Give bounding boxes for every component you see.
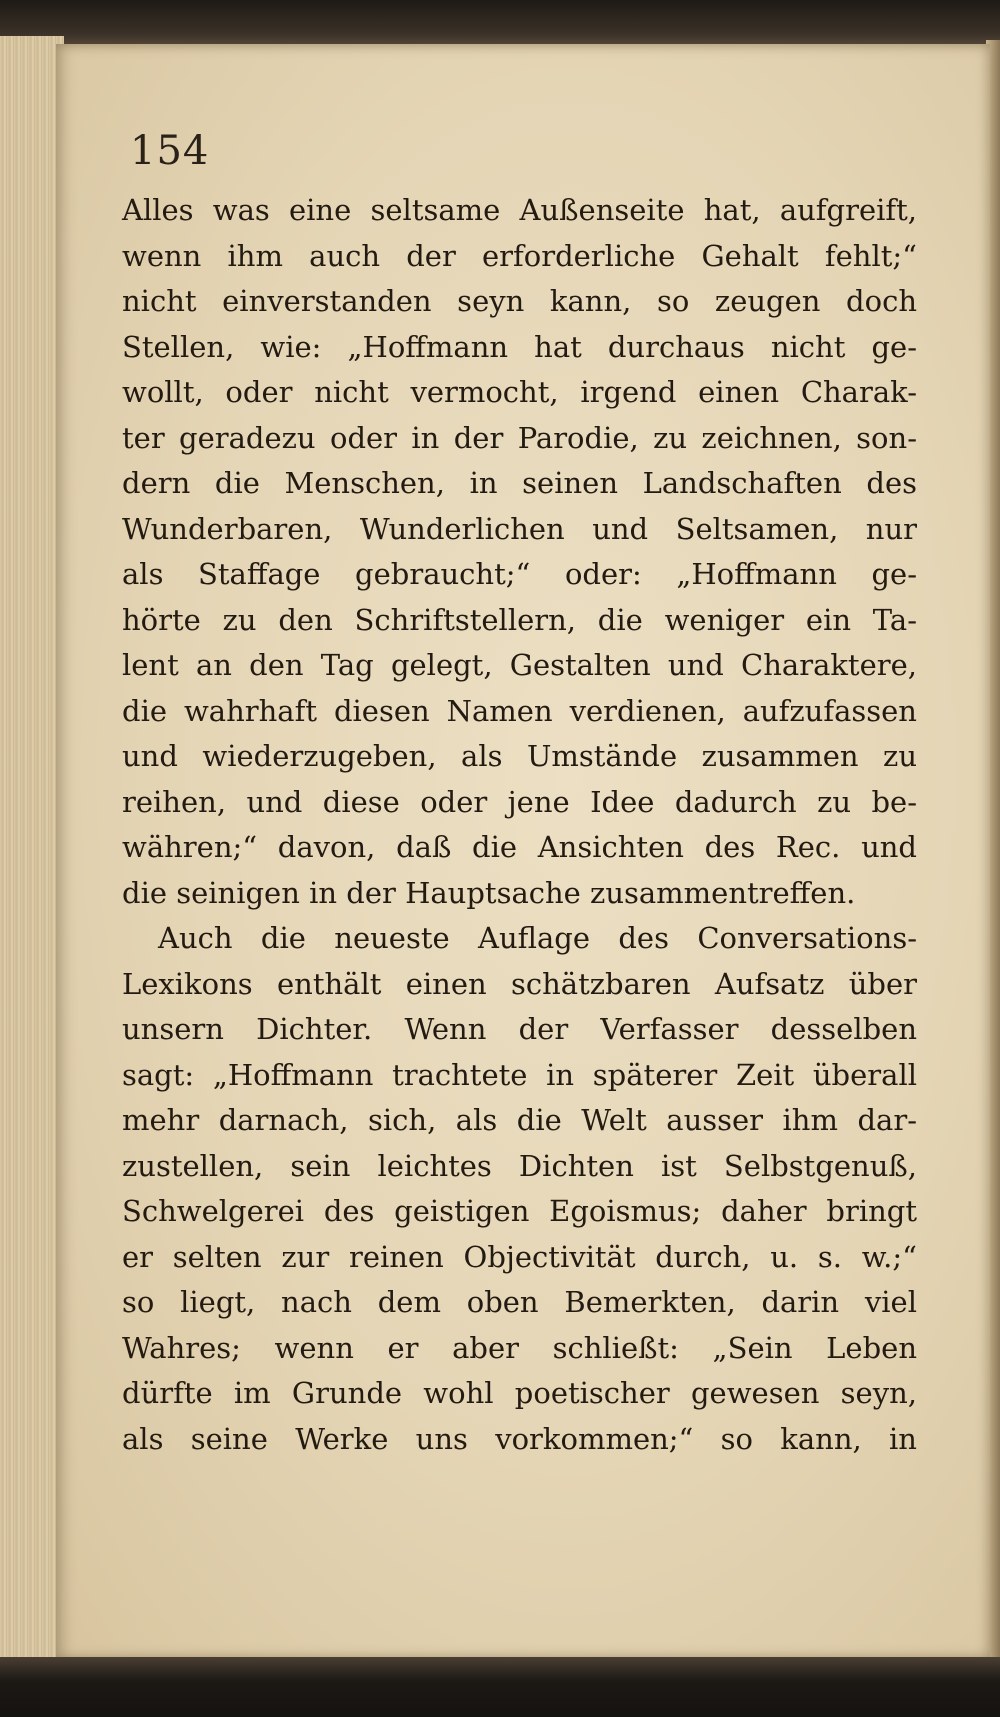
text-line: als seine Werke uns vorkommen;“ so kann, in bbox=[122, 1421, 917, 1456]
text-line: Alles was eine seltsame Außenseite hat, aufgreift, bbox=[122, 193, 917, 227]
text-line: Lexikons enthält einen schätzbaren Aufsatz über bbox=[122, 966, 917, 1001]
page-number: 154 bbox=[130, 128, 210, 174]
text-line: lent an den Tag gelegt, Gestalten und Charaktere, bbox=[122, 648, 917, 682]
book-top-edge bbox=[0, 0, 1000, 48]
page-stack-edge bbox=[0, 36, 64, 1666]
text-line: Schwelgerei des geistigen Egoismus; daher bringt bbox=[122, 1194, 917, 1228]
text-line: reihen, und diese oder jene Idee dadurch zu be- bbox=[122, 784, 917, 819]
text-line: währen;“ davon, daß die Ansichten des Rec. und bbox=[122, 830, 917, 864]
text-line: ter geradezu oder in der Parodie, zu zeichnen, son- bbox=[122, 420, 917, 455]
text-line: zustellen, sein leichtes Dichten ist Selbstgenuß, bbox=[122, 1148, 917, 1183]
page-text-block bbox=[122, 188, 917, 1462]
text-line: Auch die neueste Auflage des Conversations- bbox=[158, 921, 917, 955]
text-line: als Staffage gebraucht;“ oder: „Hoffmann ge- bbox=[122, 557, 917, 591]
text-line: sagt: „Hoffmann trachtete in späterer Zeit überall bbox=[122, 1057, 917, 1092]
text-line: die wahrhaft diesen Namen verdienen, aufzufassen bbox=[122, 693, 917, 728]
text-line: dürfte im Grunde wohl poetischer gewesen seyn, bbox=[122, 1376, 917, 1410]
text-line: dern die Menschen, in seinen Landschaften des bbox=[122, 466, 917, 500]
text-line: wenn ihm auch der erforderliche Gehalt fehlt;“ bbox=[122, 238, 917, 273]
book-bottom-edge bbox=[0, 1657, 1000, 1717]
text-line: wollt, oder nicht vermocht, irgend einen Charak- bbox=[122, 375, 917, 409]
text-line: unsern Dichter. Wenn der Verfasser desselben bbox=[122, 1012, 917, 1046]
text-line: und wiederzugeben, als Umstände zusammen zu bbox=[122, 739, 917, 773]
text-line: mehr darnach, sich, als die Welt ausser ihm dar- bbox=[122, 1103, 917, 1137]
text-line: Stellen, wie: „Hoffmann hat durchaus nicht ge- bbox=[122, 329, 917, 364]
text-line: hörte zu den Schriftstellern, die weniger ein Ta- bbox=[122, 602, 917, 637]
text-line: er selten zur reinen Objectivität durch, u. s. w.;“ bbox=[122, 1239, 917, 1274]
text-line: nicht einverstanden seyn kann, so zeugen doch bbox=[122, 284, 917, 318]
text-line: Wahres; wenn er aber schließt: „Sein Leben bbox=[122, 1330, 917, 1365]
text-line: die seinigen in der Hauptsache zusammentreffen. bbox=[122, 875, 856, 910]
text-line: so liegt, nach dem oben Bemerkten, darin viel bbox=[122, 1285, 917, 1319]
text-line: Wunderbaren, Wunderlichen und Seltsamen, nur bbox=[122, 511, 917, 546]
